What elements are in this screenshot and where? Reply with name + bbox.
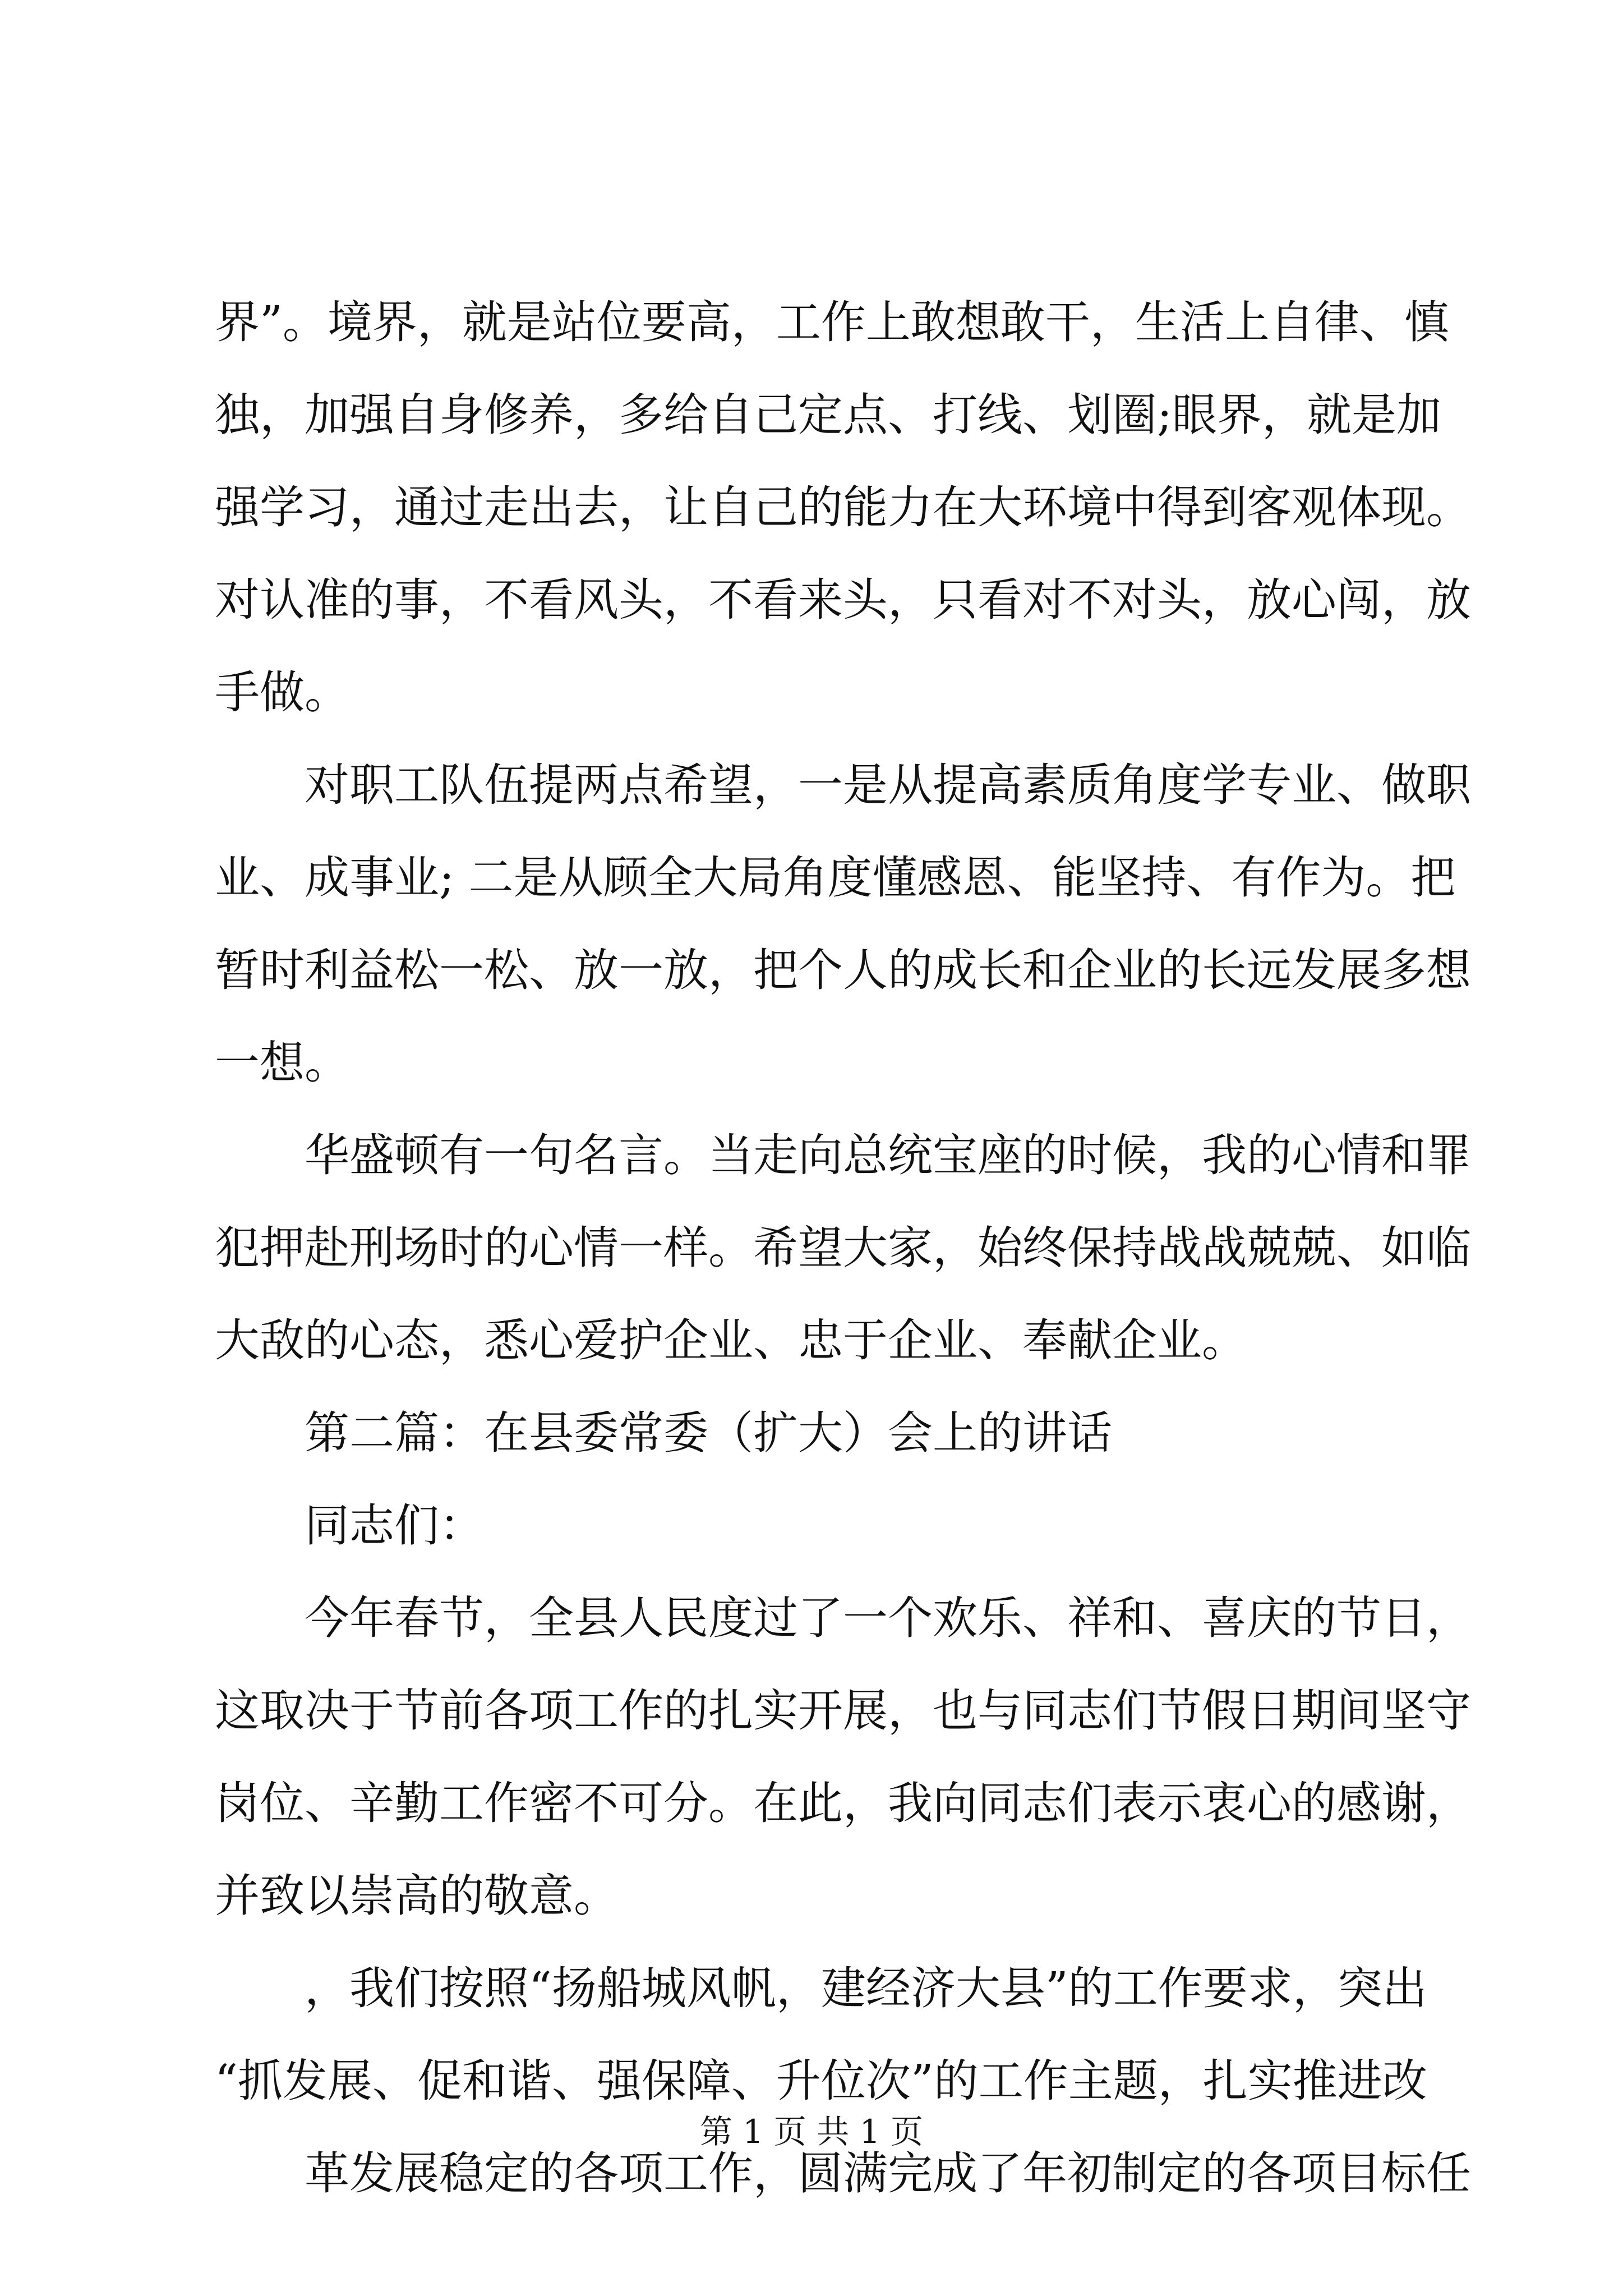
text-line: 界”。境界，就是站位要高，工作上敢想敢干，生活上自律、慎 xyxy=(215,296,1449,348)
text-line: 大敌的心态，悉心爱护企业、忠于企业、奉献企业。 xyxy=(215,1314,1247,1366)
salutation: 同志们： xyxy=(305,1499,484,1552)
text-line: 独，加强自身修养，多给自己定点、打线、划圈;眼界，就是加 xyxy=(215,389,1441,441)
text-line: 业、成事业; 二是从顾全大局角度懂感恩、能坚持、有作为。把 xyxy=(215,852,1456,904)
text-line: “抓发展、促和谐、强保障、升位次”的工作主题，扎实推进改 xyxy=(215,2055,1427,2107)
page-number-footer: 第 1 页 共 1 页 xyxy=(700,2113,923,2151)
text-line: ，我们按照“扬船城风帆，建经济大县”的工作要求，突出 xyxy=(305,1962,1427,2014)
text-line: 今年春节，全县人民度过了一个欢乐、祥和、喜庆的节日， xyxy=(305,1592,1471,1644)
text-line: 强学习，通过走出去，让自己的能力在大环境中得到客观体现。 xyxy=(215,481,1471,533)
text-line: 并致以崇高的敬意。 xyxy=(215,1870,619,1922)
text-line: 岗位、辛勤工作密不可分。在此，我向同志们表示衷心的感谢， xyxy=(215,1777,1471,1829)
text-line: 对认准的事，不看风头，不看来头，只看对不对头，放心闯，放 xyxy=(215,574,1471,626)
document-body xyxy=(215,292,1471,2235)
text-line: 犯押赴刑场时的心情一样。希望大家，始终保持战战兢兢、如临 xyxy=(215,1222,1471,1274)
text-line: 革发展稳定的各项工作，圆满完成了年初制定的各项目标任 xyxy=(305,2147,1471,2200)
text-line: 这取决于节前各项工作的扎实开展，也与同志们节假日期间坚守 xyxy=(215,1685,1471,1737)
section-heading: 第二篇：在县委常委（扩大）会上的讲话 xyxy=(305,1407,1112,1459)
text-line: 对职工队伍提两点希望，一是从提高素质角度学专业、做职 xyxy=(305,759,1471,811)
text-line: 暂时利益松一松、放一放，把个人的成长和企业的长远发展多想 xyxy=(215,944,1471,996)
text-line: 手做。 xyxy=(215,666,349,719)
text-line: 华盛顿有一句名言。当走向总统宝座的时候，我的心情和罪 xyxy=(305,1129,1471,1181)
text-line: 一想。 xyxy=(215,1037,349,1089)
